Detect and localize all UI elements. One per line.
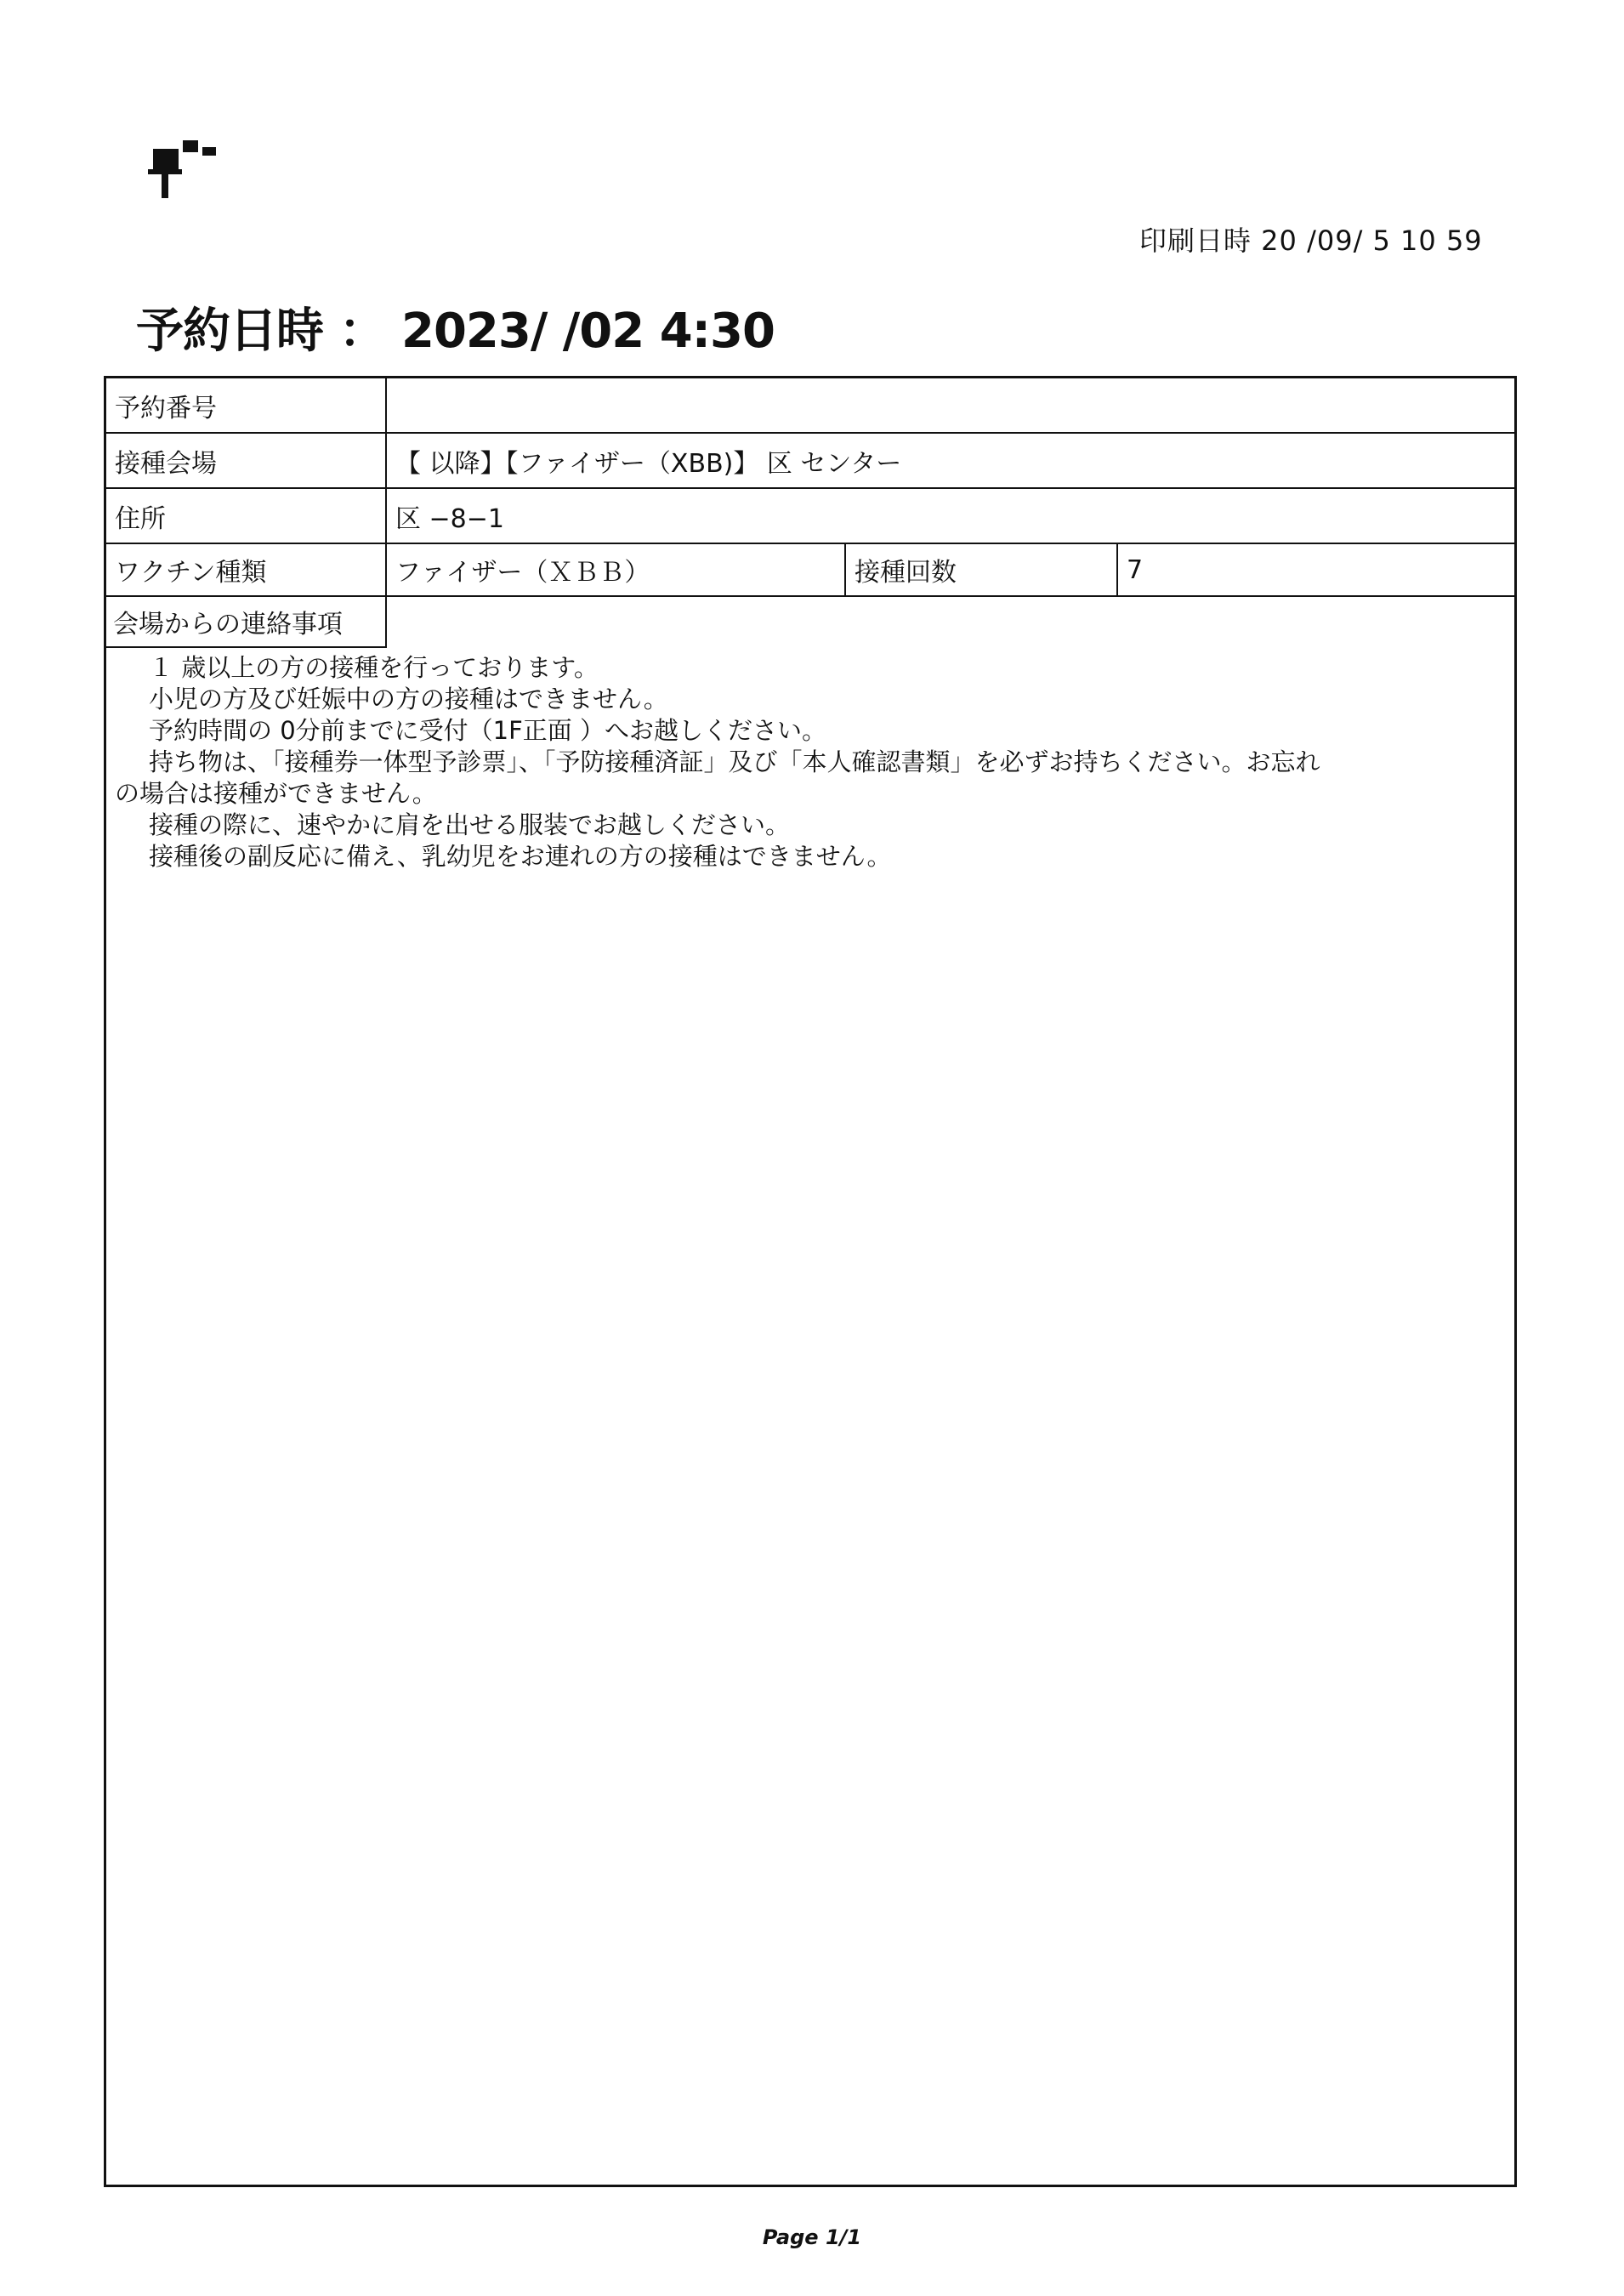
address-value: 区 −8−1: [395, 503, 504, 534]
table-row-address: [106, 489, 1514, 544]
table-row-vaccine: [106, 544, 1514, 597]
page-footer: Page 1/1: [762, 2225, 862, 2249]
venue-notes: [115, 652, 1509, 872]
print-timestamp: 印刷日時 20 /09/ 5 10 59: [1139, 224, 1483, 257]
dose-number-value: 7: [1127, 554, 1144, 585]
table-row-venue: [106, 434, 1514, 489]
reservation-datetime-value: 2023/ /02 4:30: [401, 304, 775, 359]
note-line: の場合は接種ができません。: [115, 779, 437, 808]
reservation-datetime-label: 予約日時: [136, 304, 323, 359]
corner-stamp-mark: [136, 132, 230, 204]
row-label: 接種会場: [106, 434, 387, 487]
note-line: 接種の際に、速やかに肩を出せる服装でお越しください。: [149, 810, 791, 839]
note-line: 持ち物は、「接種券一体型予診票」、「予防接種済証」及び「本人確認書類」を必ずお持ちください。お忘れ: [149, 747, 1320, 776]
note-line: 小児の方及び妊娠中の方の接種はできません。: [149, 685, 668, 713]
header-colon: ：: [338, 304, 386, 359]
reservation-number-value: [387, 378, 1518, 432]
table-row-reservation-number: [106, 378, 1514, 434]
row-label: 住所: [106, 489, 387, 543]
reservation-datetime-header: [136, 293, 775, 361]
reservation-sheet: [104, 376, 1517, 2187]
note-line: 予約時間の 0分前までに受付（1F正面 ）へお越しください。: [149, 716, 827, 745]
note-line: 接種後の副反応に備え、乳幼児をお連れの方の接種はできません。: [149, 842, 892, 871]
venue-value: 【 以降】【ファイザー（XBB)】 区 センター: [395, 448, 902, 479]
row-label: ワクチン種類: [106, 544, 387, 595]
dose-number-label: 接種回数: [846, 544, 1118, 595]
note-line: １ 歳以上の方の接種を行っております。: [149, 653, 599, 682]
vaccine-type-value: ファイザー（ＸＢＢ）: [387, 544, 846, 595]
notes-label: 会場からの連絡事項: [106, 597, 387, 648]
row-label: 予約番号: [106, 378, 387, 432]
